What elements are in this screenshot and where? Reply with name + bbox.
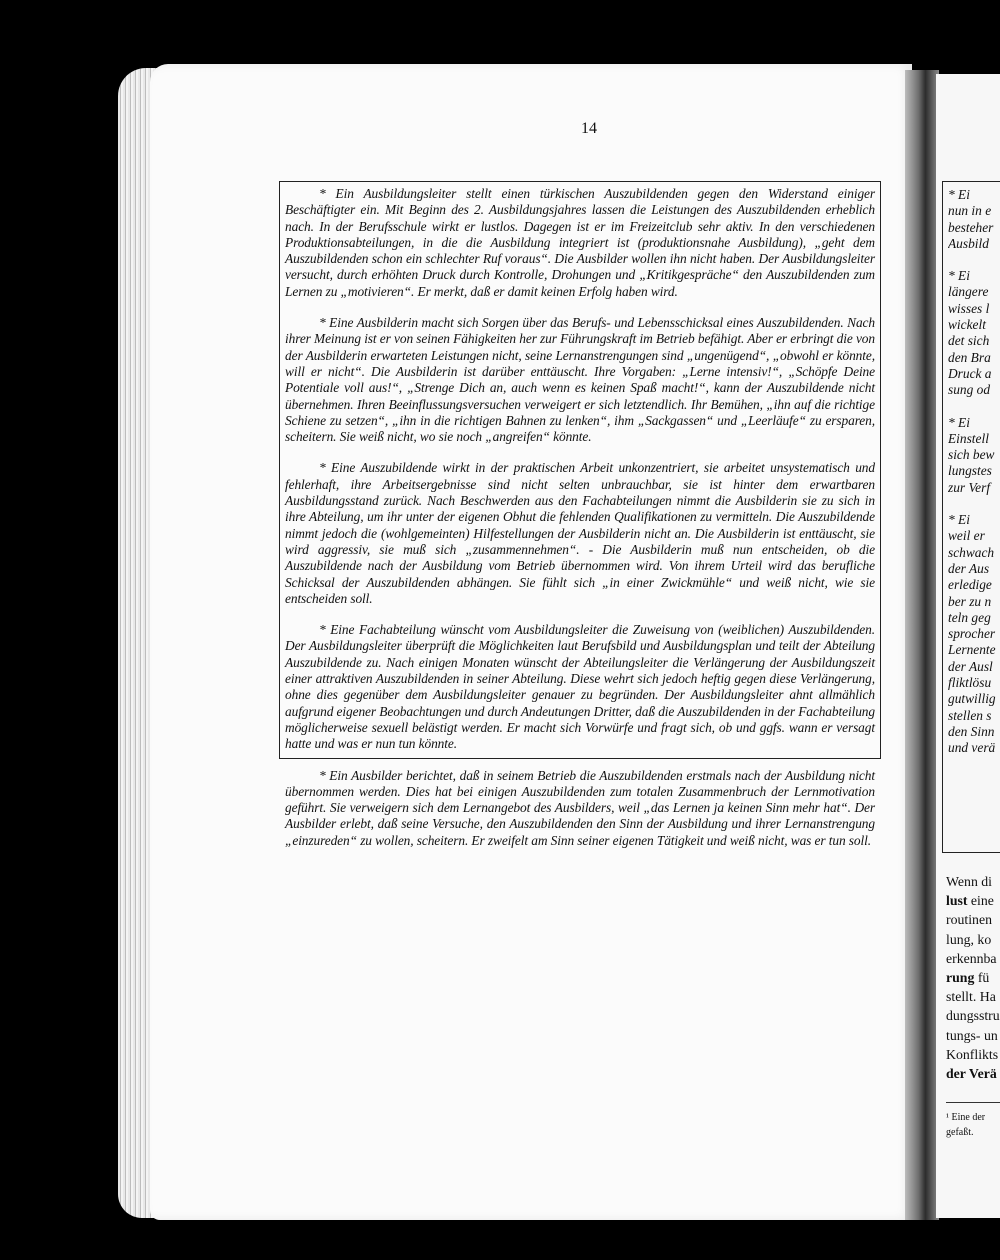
right-page-box-line: Ausbild [948,235,989,251]
right-page-box-line [948,252,1000,268]
right-page-box-line: Einstell [948,430,989,446]
right-page-box-line: weil er [948,528,985,544]
right-page-box-line: fliktlösu [948,675,992,691]
right-page-box-line: den Sinn [948,723,995,739]
right-page-box-line: sich bew [948,447,995,463]
book-gutter [905,70,939,1220]
right-page-box-line: gutwillig [948,691,996,707]
right-page-box-line: Lernente [948,642,996,658]
right-page-box-line: teln geg [948,609,991,625]
right-page-body-line: Konflikts [946,1046,999,1062]
right-page-box-line: den Bra [948,349,991,365]
right-page-body-line: tungs- un [946,1027,998,1043]
footnote-rule [946,1102,1000,1103]
right-page-box-line: ber zu n [948,593,992,609]
right-page-box-line: nun in e [948,203,992,219]
right-page-box-line: schwach [948,544,995,560]
right-page-box-line [948,399,1000,415]
right-page-box-line: * Ei [948,187,970,202]
right-page-box-line: wisses l [948,300,990,316]
right-page-body-line: Wenn di [946,874,993,889]
right-page-box-line: erledige [948,577,992,593]
case-paragraph-4: * Eine Fachabteilung wünscht vom Ausbildungsleiter die Zuweisung von (weiblichen) Auszubildenden. Der Ausbildungsleiter überprüft die Möglichkeiten laut Berufsbild und Ausbildungsplan und teilt der Abteilung Auszubildende zu. Nach einigen Monaten wünscht der Abteilungsleiter die Verlängerung der Ausbildungszeit einer attraktiven Auszubildenden in seiner Abteilung. Diese wehrt sich jedoch heftig gegen diese Verlängerung, ohne dies gegenüber dem Ausbildungsleiter genauer zu begründen. Der Ausbildungsleiter ahnt allmählich aufgrund eigener Beobachtungen und durch Andeutungen Dritter, daß die Auszubildenden in der Fachabteilung möglicherweise sexuell belästigt werden. Er macht sich Vorwürfe und fragt sich, ob und ggfs. wann er versagt hatte und was er nun tun könnte. [285,622,875,752]
right-page-body-line: stellt. Ha [946,989,996,1005]
footnote-line: ¹ Eine der [946,1112,986,1123]
case-paragraph-5: * Ein Ausbilder berichtet, daß in seinem Betrieb die Auszubildenden erstmals nach der Ausbildung nicht übernommen werden. Dies hat bei einigen Auszubildenden zum totalen Zusammenbruch der Lernmotivation geführt. Sie verweigern sich dem Lernangebot des Ausbilders, weil „das Lernen ja keinen Sinn mehr hat“. Der Ausbilder erlebt, daß seine Versuche, den Auszubildenden den Sinn der Ausbildung und ihrer Lernanstrengung „einzureden“ zu wollen, scheitern. Er zweifelt am Sinn seiner eigenen Tätigkeit und weiß nicht, was er tun soll. [285,767,875,848]
right-page-body-line: lust eine [946,893,994,909]
right-page-body-line: der Verä [946,1066,997,1082]
right-page-box-line: wickelt [948,317,986,333]
right-page-box-line: stellen s [948,707,992,723]
right-page-footnote [946,1110,1000,1140]
right-page-box-line: * Ei [948,414,970,430]
footnote-line: gefaßt. [946,1127,974,1138]
right-page-box-text [948,187,1000,757]
right-page-box-line: sung od [948,382,991,398]
case-paragraph-2: * Eine Ausbilderin macht sich Sorgen über das Berufs- und Lebensschicksal eines Auszubildenden. Nach ihrer Meinung ist er von seinen Fähigkeiten her zur Führungskraft im Betrieb befähigt. Aber er erbringt die von der Ausbilderin erwarteten Leistungen nicht, seine Lernanstrengungen sind „ungenügend“, „obwohl er könnte, will er nicht“. Die Ausbilderin ist darüber enttäuscht. Ihre Vorgaben: „Lerne intensiv!“, „Schöpfe Deine Potentiale voll aus!“, „Strenge Dich an, auch wenn es keinen Spaß macht!“, kann der Auszubildende nicht übernehmen. Ihren Beeinflussungsversuchen verweigert er sich letztendlich. Ihr Bemühen, „ihn auf die richtige Schiene zu setzen“, „ihn in die richtigen Bahnen zu lenken“, ihm „Sackgassen“ und „Leerläufe“ zu ersparen, scheitern. Sie weiß nicht, wo sie noch „angreifen“ könnte. [285,315,875,445]
case-paragraph-3: * Eine Auszubildende wirkt in der praktischen Arbeit unkonzentriert, sie arbeitet unsystematisch und fehlerhaft, ihre Arbeitsergebnisse sind nicht selten unbrauchbar, sie ist hinter dem erwartbaren Ausbildungsstand zurück. Nach Beschwerden aus den Fachabteilungen nimmt die Ausbilderin sie zu sich in ihre Abteilung, um ihr unter der eigenen Obhut die fehlenden Qualifikationen zu vermitteln. Die Auszubildende nimmt jedoch die (wohlgemeinten) Hilfestellungen der Ausbilderin nicht an. Die Ausbilderin ist enttäuscht, sie wird aggressiv, sie muß sich „zusammennehmen“. - Die Ausbilderin muß nun entscheiden, ob die Auszubildende nach der Ausbildung vom Betrieb übernommen wird. Von ihrem Urteil wird das berufliche Schicksal der Auszubildenden abhängen. Sie fühlt sich „in einer Zwickmühle“ und weiß nicht, wie sie entscheiden soll. [285,460,875,606]
right-page-box-line: * Ei [948,512,970,528]
right-page-box-line: besteher [948,219,994,235]
right-page-body-text [946,872,1000,1083]
right-page-box-line: Druck a [948,365,992,381]
right-page-box-line: der Ausl [948,658,993,674]
case-paragraph-1: * Ein Ausbildungsleiter stellt einen türkischen Auszubildenden gegen den Widerstand einiger Beschäftigter ein. Mit Beginn des 2. Ausbildungsjahres lassen die Leistungen des Auszubildenden erheblich nach. In der Berufsschule wirkt er lustlos. Dagegen ist er im Freizeitclub sehr aktiv. In den verschiedenen Produktionsabteilungen, in die die Ausbildung integriert ist (produktionsnahe Ausbildung), „geht dem Auszubildenden schon ein schlechter Ruf voraus“. Die Ausbilder wollen ihn nicht haben. Der Ausbildungsleiter versucht, durch erhöhten Druck durch Kontrolle, Drohungen und „Kritikgespräche“ den Auszubildenden zum Lernen zu „motivieren“. Er merkt, daß er damit keinen Erfolg haben wird. [285,186,875,299]
page-number: 14 [581,120,597,137]
right-page-box-line: der Aus [948,560,990,576]
right-page-box-line: det sich [948,333,990,349]
right-page-box-line [948,496,1000,512]
right-page-box-line: * Ei [948,268,970,284]
right-page-box-line: zur Verf [948,479,991,495]
right-page-box-line: lungstes [948,463,992,479]
right-page-box-line: sprocher [948,626,996,642]
right-page-body-line: lung, ko [946,931,992,947]
case-examples-box [279,181,881,848]
right-page-body-line: routinen [946,912,992,928]
right-page-box-line: und verä [948,740,996,756]
right-page-body-line: rung fü [946,970,990,986]
right-page-body-line: erkennba [946,950,997,966]
right-page-body-line: dungsstru [946,1008,1000,1024]
right-page-box-line: längere [948,284,989,300]
